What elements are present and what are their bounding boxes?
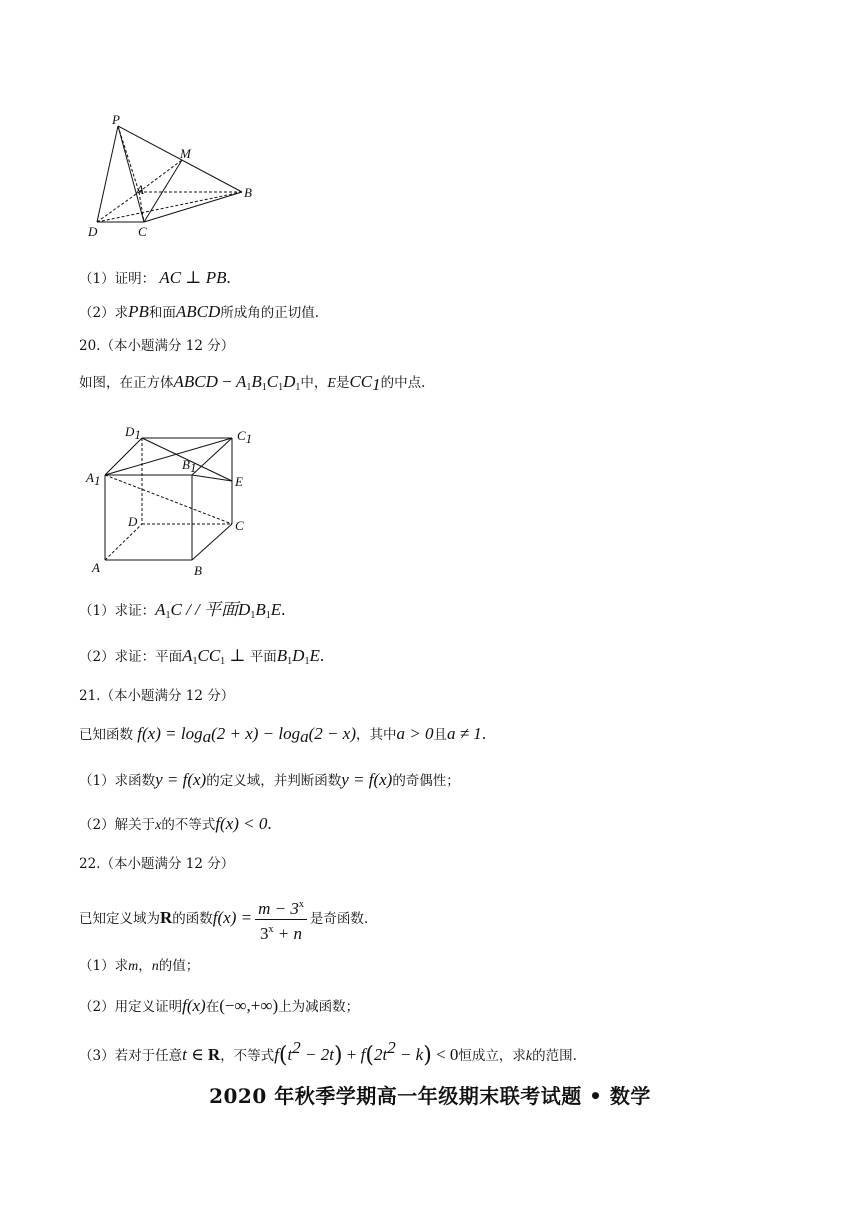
- pyramid-figure: [82, 112, 272, 242]
- label-a: A: [92, 560, 100, 575]
- edge-pd: [97, 126, 118, 222]
- q21-part1: （1）求函数y = f(x)的定义域，并判断函数y = f(x)的奇偶性；: [79, 770, 460, 789]
- q21-stem: 已知函数 $f(x) = \log_a(2 + x) - \log_a(2 - x)$，其中a > 0且a ≠ 1.: [79, 724, 487, 746]
- fraction: $\frac{m - 3^x}{3^x + n}$: [255, 896, 307, 943]
- q22-part3: （3）若对于任意t ∈ R，不等式$f(t^2 - 2t) + f(2t^2 - k) < 0$恒成立，求k的范围.: [79, 1038, 577, 1068]
- q21-header: 21.（本小题满分 12 分）: [79, 688, 235, 704]
- label-a1: A1: [86, 470, 101, 488]
- label-c: C: [138, 224, 147, 239]
- q22-stem: 已知定义域为R的函数f(x) = $\frac{m - 3^x}{3^x + n}$ 是奇函数.: [79, 896, 368, 943]
- q20-part1: （1）求证：$A_1C$ / / 平面$D_1B_1E$.: [79, 600, 286, 621]
- q20-header: 20.（本小题满分 12 分）: [79, 338, 235, 354]
- q19-part1: （1）证明： AC ⊥ PB.: [79, 268, 231, 287]
- label-b: B: [194, 563, 202, 578]
- label-b: B: [244, 185, 252, 200]
- label-c: C: [235, 518, 244, 533]
- diag-a1c: [105, 475, 232, 524]
- edge-am: [139, 160, 182, 192]
- label-d1: D1: [125, 424, 141, 442]
- label-c1: C1: [237, 428, 253, 446]
- q20-stem: 如图，在正方体ABCD − $A_1B_1C_1D_1$中，E是$CC_1$的中点.: [79, 372, 426, 394]
- edge-cm: [144, 160, 182, 222]
- hidden-edge: [105, 524, 142, 560]
- label-a: A: [136, 182, 144, 197]
- cube-figure: [82, 420, 272, 580]
- cube-edge: [192, 524, 232, 560]
- q22-part1: （1）求m，n的值；: [79, 958, 200, 974]
- edge-cb: [144, 192, 242, 222]
- edge-pc: [118, 126, 144, 222]
- label-d: D: [88, 224, 98, 239]
- page-footer-title: 2020 年秋季学期高一年级期末联考试题 • 数学: [209, 1084, 651, 1108]
- label-e: E: [235, 474, 243, 489]
- q19-part2: （2）求PB和面ABCD所成角的正切值.: [79, 302, 320, 321]
- q22-part2: （2）用定义证明f(x)在(−∞,+∞)上为减函数；: [79, 996, 360, 1015]
- q21-part2: （2）解关于x的不等式f(x) < 0.: [79, 814, 272, 833]
- label-m: M: [180, 146, 191, 161]
- label-b1: B1: [182, 457, 197, 475]
- label-d: D: [128, 514, 138, 529]
- q20-part2: （2）求证：平面$A_1CC_1$ ⊥ 平面$B_1D_1E$.: [79, 646, 325, 667]
- label-p: P: [112, 112, 120, 127]
- q22-header: 22.（本小题满分 12 分）: [79, 856, 235, 872]
